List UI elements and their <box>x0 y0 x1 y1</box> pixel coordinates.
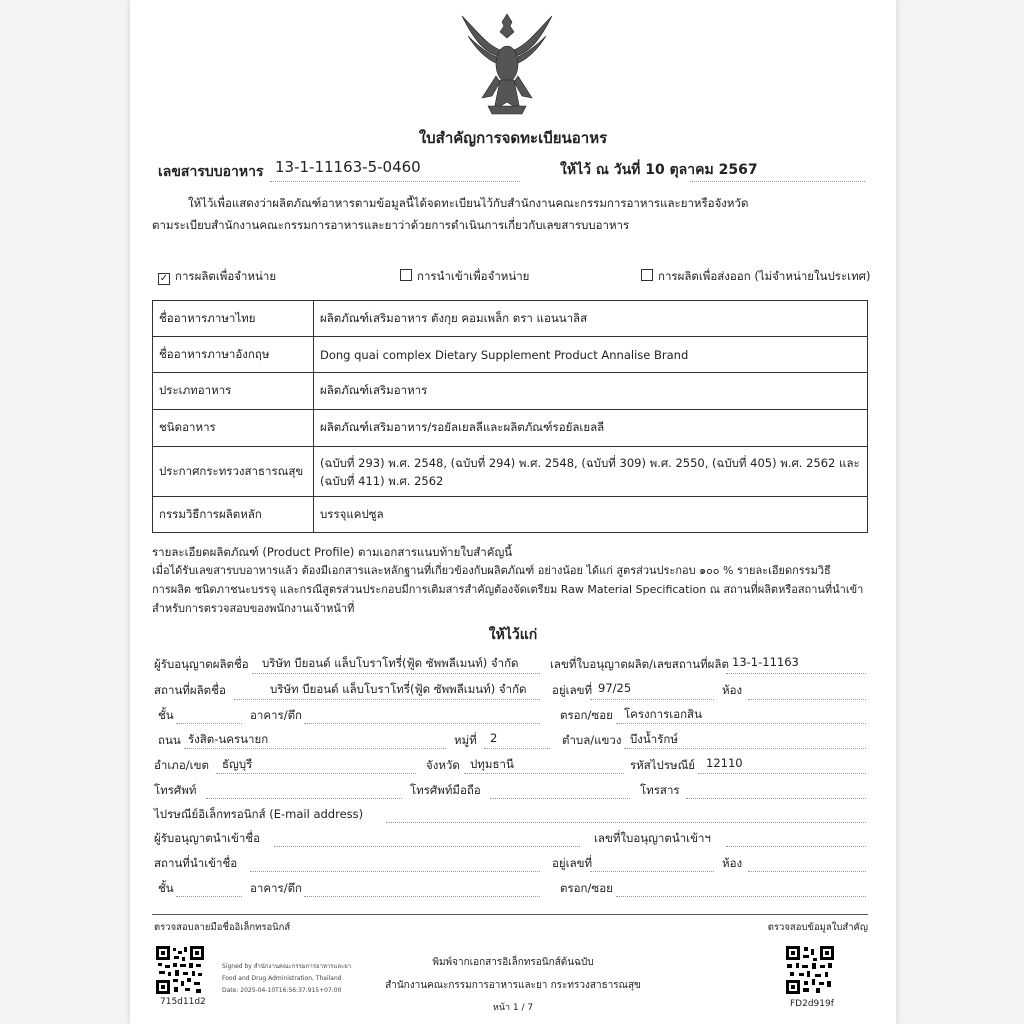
province-label: จังหวัด <box>426 758 460 772</box>
signature-line-3: Date: 2025-04-10T16:56:37.915+07:00 <box>222 987 342 994</box>
page-number: หน้า 1 / 7 <box>492 1003 534 1013</box>
checkbox-checked-icon[interactable]: ✓ <box>159 273 169 284</box>
option-manufacture[interactable]: ✓ การผลิตเพื่อจำหน่าย <box>159 269 277 284</box>
verification-code-left: 715d11d2 <box>160 997 206 1007</box>
tambon-value: บึงน้ำรักษ์ <box>630 732 678 746</box>
licensee-value: บริษัท บียอนด์ แล็บโบราโทรี่(ฟู้ด ซัพพลีเมนท์) จำกัด <box>262 656 519 670</box>
table-row <box>153 373 868 410</box>
row-label: ชนิดอาหาร <box>153 410 314 447</box>
addr-no2-label: อยู่เลขที่ <box>552 856 593 870</box>
option-import[interactable]: การนำเข้าเพื่อจำหน่าย <box>400 268 529 286</box>
room-label: ห้อง <box>722 683 743 697</box>
table-row <box>153 337 868 373</box>
license-no-value: 13-1-11163 <box>732 655 799 669</box>
table-row <box>153 447 868 497</box>
profile-line-1: รายละเอียดผลิตภัณฑ์ (Product Profile) ตามเอกสารแนบท้ายใบสำคัญนี้ <box>152 545 513 559</box>
table-row <box>153 301 868 337</box>
site-label: สถานที่ผลิตชื่อ <box>154 683 226 697</box>
checkbox-icon[interactable] <box>641 269 653 281</box>
row-label: ชื่ออาหารภาษาไทย <box>153 301 314 337</box>
row-value: Dong quai complex Dietary Supplement Product Annalise Brand <box>314 337 868 373</box>
fax-label: โทรสาร <box>640 783 680 797</box>
floor-label: ชั้น <box>158 708 174 722</box>
signature-line-2: Food and Drug Administration, Thailand <box>222 975 342 982</box>
phone-label: โทรศัพท์ <box>154 783 197 797</box>
email-label: ไปรษณีย์อิเล็กทรอนิกส์ (E-mail address) <box>154 807 364 821</box>
soi-label: ตรอก/ซอย <box>560 708 613 722</box>
issued-date: ให้ไว้ ณ วันที่ 10 ตุลาคม 2567 <box>560 162 758 178</box>
addr-no-label: อยู่เลขที่ <box>552 683 593 697</box>
building2-label: อาคาร/ตึก <box>250 881 302 895</box>
row-value: (ฉบับที่ 293) พ.ศ. 2548, (ฉบับที่ 294) พ.ศ. 2548, (ฉบับที่ 309) พ.ศ. 2550, (ฉบับที่ 405) พ.ศ. 2562 และ (ฉบับที่ 411) พ.ศ. 2562 <box>314 447 868 497</box>
intro-line-1: ให้ไว้เพื่อแสดงว่าผลิตภัณฑ์อาหารตามข้อมูลนี้ได้จดทะเบียนไว้กับสำนักงานคณะกรรมการอาหารและยาหรือจังหวัด <box>188 196 749 210</box>
row-label: ประกาศกระทรวงสาธารณสุข <box>153 447 314 497</box>
row-value: ผลิตภัณฑ์เสริมอาหาร/รอยัลเยลลีและผลิตภัณฑ์รอยัลเยลลี <box>314 410 868 447</box>
data-check-label: ตรวจสอบข้อมูลใบสำคัญ <box>767 922 868 933</box>
floor2-label: ชั้น <box>158 881 174 895</box>
certificate-page <box>130 0 896 1024</box>
soi2-label: ตรอก/ซอย <box>560 881 613 895</box>
tambon-label: ตำบล/แขวง <box>562 733 622 747</box>
row-label: ประเภทอาหาร <box>153 373 314 410</box>
road-label: ถนน <box>158 733 181 747</box>
licensee-label: ผู้รับอนุญาตผลิตชื่อ <box>154 657 249 671</box>
road-value: รังสิต-นครนายก <box>188 732 269 746</box>
checkbox-icon[interactable] <box>400 269 412 281</box>
amphoe-label: อำเภอ/เขต <box>154 758 209 772</box>
row-value: ผลิตภัณฑ์เสริมอาหาร ตังกุย คอมเพล็ก ตรา แอนนาลิส <box>314 301 868 337</box>
option-export[interactable]: การผลิตเพื่อส่งออก (ไม่จำหน่ายในประเทศ) <box>641 268 870 286</box>
moo-value: 2 <box>490 731 498 745</box>
food-info-table <box>152 300 868 533</box>
profile-line-2: เมื่อได้รับเลขสารบบอาหารแล้ว ต้องมีเอกสารและหลักฐานที่เกี่ยวข้องกับผลิตภัณฑ์ อย่างน้อย ได้แก่ สูตรส่วนประกอบ ๑๐๐ % รายละเอียดกรรมวิธี <box>152 564 831 577</box>
signature-line-1: Signed by สำนักงานคณะกรรมการอาหารและยา <box>222 963 352 970</box>
mobile-label: โทรศัพท์มือถือ <box>410 783 481 797</box>
table-row <box>153 497 868 533</box>
site-value: บริษัท บียอนด์ แล็บโบราโทรี่(ฟู้ด ซัพพลีเมนท์) จำกัด <box>270 682 527 696</box>
verification-code-right: FD2d919f <box>790 999 834 1009</box>
import-site-label: สถานที่นำเข้าชื่อ <box>154 856 238 870</box>
print-note-2: สำนักงานคณะกรรมการอาหารและยา กระทรวงสาธารณสุข <box>385 980 641 991</box>
reg-number: 13-1-11163-5-0460 <box>275 158 421 176</box>
data-qr-code-icon[interactable] <box>786 946 834 994</box>
soi-value: โครงการเอกสิน <box>624 707 702 721</box>
footer-divider <box>152 914 868 915</box>
table-row <box>153 410 868 447</box>
reg-label: เลขสารบบอาหาร <box>158 164 264 180</box>
row-label: ชื่ออาหารภาษาอังกฤษ <box>153 337 314 373</box>
profile-line-4: สำหรับการตรวจสอบของพนักงานเจ้าหน้าที่ <box>152 602 355 615</box>
signature-check-label: ตรวจสอบลายมือชื่ออิเล็กทรอนิกส์ <box>154 922 291 933</box>
importer-label: ผู้รับอนุญาตนำเข้าชื่อ <box>154 831 260 845</box>
row-value: บรรจุแคปซูล <box>314 497 868 533</box>
intro-line-2: ตามระเบียบสำนักงานคณะกรรมการอาหารและยาว่าด้วยการดำเนินการเกี่ยวกับเลขสารบบอาหาร <box>152 218 630 232</box>
amphoe-value: ธัญบุรี <box>222 757 253 771</box>
garuda-emblem-icon <box>452 6 562 118</box>
print-note-1: พิมพ์จากเอกสารอิเล็กทรอนิกส์ต้นฉบับ <box>432 957 594 968</box>
row-value: ผลิตภัณฑ์เสริมอาหาร <box>314 373 868 410</box>
province-value: ปทุมธานี <box>470 757 514 771</box>
postal-label: รหัสไปรษณีย์ <box>630 758 696 772</box>
postal-value: 12110 <box>706 756 743 770</box>
row-label: กรรมวิธีการผลิตหลัก <box>153 497 314 533</box>
grant-heading: ให้ไว้แก่ <box>488 627 538 643</box>
profile-line-3: การผลิต ชนิดภาชนะบรรจุ และกรณีสูตรส่วนประกอบมีการเติมสารสำคัญต้องจัดเตรียม Raw Material Specification ณ สถานที่ผลิตหรือสถานที่นำเข้า <box>152 583 864 596</box>
building-label: อาคาร/ตึก <box>250 708 302 722</box>
moo-label: หมู่ที่ <box>454 733 477 747</box>
import-no-label: เลขที่ใบอนุญาตนำเข้าฯ <box>594 831 711 845</box>
license-no-label: เลขที่ใบอนุญาตผลิต/เลขสถานที่ผลิต <box>550 657 729 671</box>
room2-label: ห้อง <box>722 856 743 870</box>
document-title: ใบสำคัญการจดทะเบียนอาหร <box>418 129 608 147</box>
addr-no-value: 97/25 <box>598 681 632 695</box>
